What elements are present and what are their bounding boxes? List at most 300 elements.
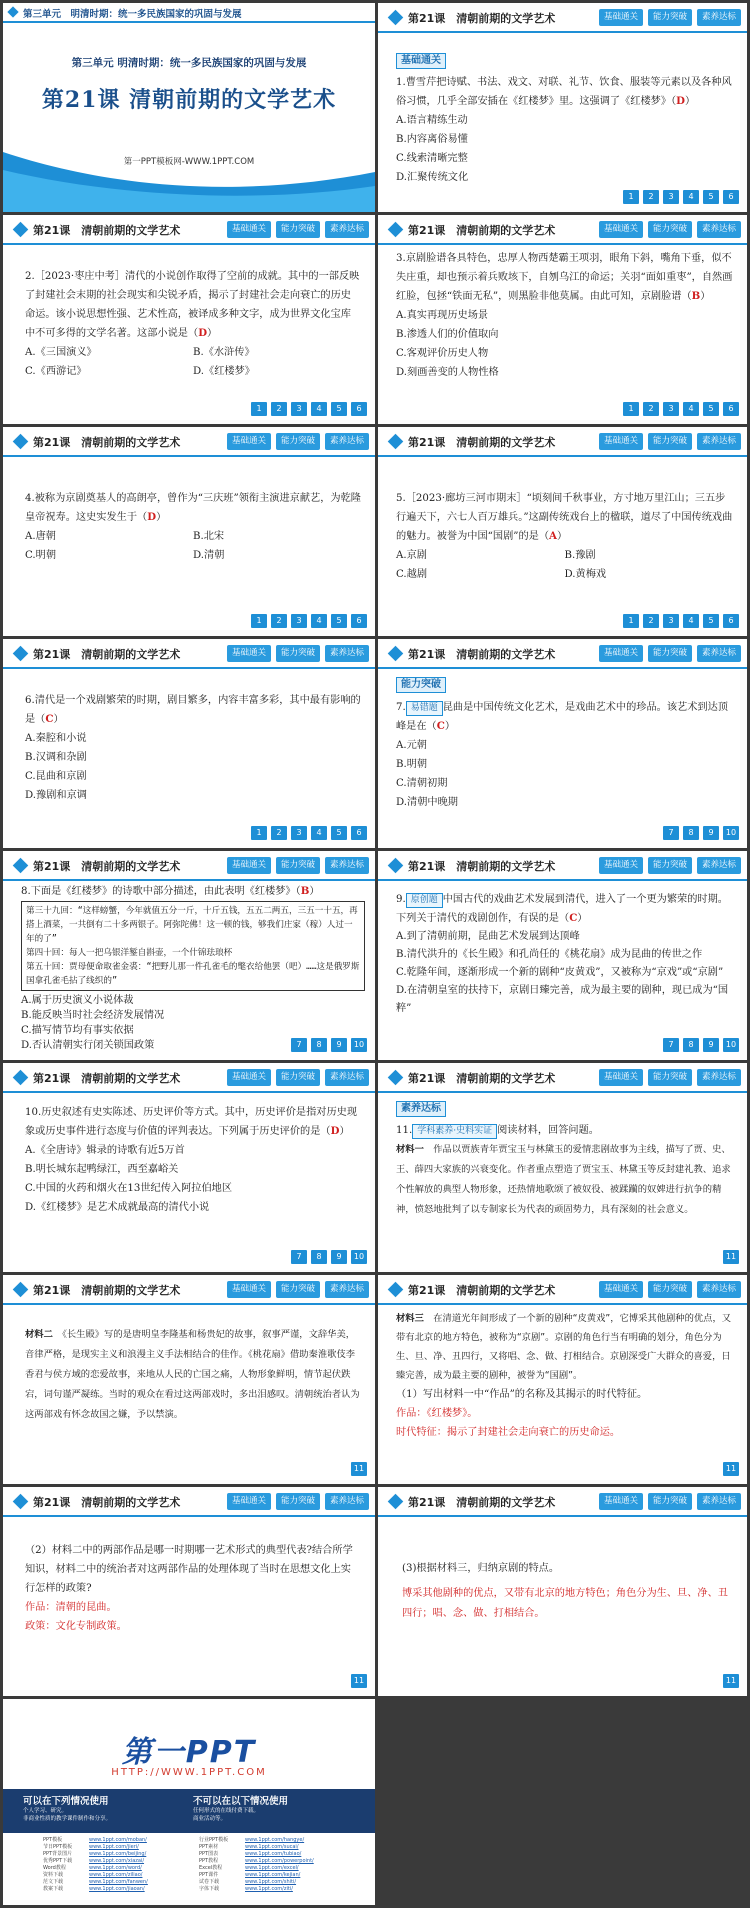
slide-q10[interactable] — [3, 1063, 375, 1272]
question-text: 6.清代是一个戏剧繁荣的时期，剧目繁多，内容丰富多彩，其中最有影响的是（C） — [25, 695, 361, 725]
option[interactable]: B.豫剧 — [564, 550, 596, 561]
pager — [351, 1674, 367, 1688]
option[interactable]: D.豫剧和京调 — [25, 790, 87, 801]
diamond-icon — [13, 222, 29, 238]
tab-ability[interactable]: 能力突破 — [648, 9, 692, 26]
tab-literacy[interactable]: 素养达标 — [325, 1069, 369, 1086]
credit-link[interactable] — [43, 1851, 187, 1858]
page-9[interactable]: 9 — [703, 826, 719, 840]
option[interactable]: A.京剧 — [396, 550, 427, 561]
credit-link-label: PPT模板 — [43, 1837, 63, 1843]
tab-basic[interactable]: 基础通关 — [227, 1281, 271, 1298]
question-text: 7. 易错题 昆曲是中国传统文化艺术，是戏曲艺术中的珍品。该艺术到达顶峰是在（C） — [396, 702, 728, 732]
credit-link-label: 教案下载 — [43, 1886, 64, 1892]
option[interactable]: A.真实再现历史场景 — [396, 310, 489, 321]
slide-sub-q2[interactable] — [3, 1487, 375, 1696]
page-3[interactable]: 3 — [291, 614, 307, 628]
credit-link-url[interactable]: www.1ppt.com/shiti/ — [245, 1879, 297, 1885]
tab-literacy[interactable]: 素养达标 — [697, 221, 741, 238]
option[interactable]: C.昆曲和京剧 — [25, 771, 87, 782]
tab-ability[interactable]: 能力突破 — [648, 1281, 692, 1298]
option[interactable]: D.否认清朝实行闭关锁国政策 — [21, 1040, 155, 1051]
page-10[interactable]: 10 — [351, 1250, 367, 1264]
tab-literacy[interactable]: 素养达标 — [697, 1069, 741, 1086]
credit-link-label: 字体下载 — [199, 1886, 220, 1892]
quote-line: 第三十九回：“这样螃蟹，今年就值五分一斤，十斤五钱，五五二两五，三五一十五，再搭上酒菜，一共倒有二十多两银子。阿弥陀佛！这一顿的钱，够我们庄家（稼）人过一年的了” — [26, 906, 358, 944]
option[interactable]: A.属于历史演义小说体裁 — [21, 995, 134, 1006]
tab-basic[interactable]: 基础通关 — [599, 1493, 643, 1510]
page-5[interactable]: 5 — [703, 402, 719, 416]
credit-link[interactable] — [43, 1837, 187, 1844]
tab-literacy[interactable]: 素养达标 — [325, 1281, 369, 1298]
credit-link[interactable] — [43, 1844, 187, 1851]
question-text: 2.［2023·枣庄中考］清代的小说创作取得了空前的成就。其中的一部反映了封建社会末期的社会现实和尖锐矛盾，揭示了封建社会走向衰亡的历史命运。该小说思想性强、艺术性高，被译成多种文字，成为世界文化宝库中不可多得的文学名著。这部小说是（D） — [25, 271, 360, 339]
credit-link[interactable] — [199, 1858, 343, 1865]
slide-cover[interactable] — [3, 3, 375, 212]
tab-basic[interactable]: 基础通关 — [227, 645, 271, 662]
option[interactable]: C.乾隆年间，逐渐形成一个新的剧种“皮黄戏”，又被称为“京戏”或“京剧” — [396, 967, 724, 978]
credit-link[interactable] — [199, 1851, 343, 1858]
page-6[interactable]: 6 — [351, 826, 367, 840]
logo-url[interactable]: HTTP://WWW.1PPT.COM — [111, 1767, 267, 1778]
slide-q5[interactable] — [378, 427, 747, 636]
material-text: 材料三 在清道光年间形成了一个新的剧种“皮黄戏”，它博采其他剧种的优点，又带有北京的地方特色，被称为“京剧”。京剧的角色行当有明确的划分，角色分为生、旦、净、丑四行，又将唱、念、做、打相结合。京剧深受广大群众的喜爱，日臻完善，成为最主要的剧种，被誉为“国剧”。 — [396, 1313, 732, 1381]
page-3[interactable]: 3 — [291, 826, 307, 840]
page-10[interactable]: 10 — [723, 826, 739, 840]
slide-q9[interactable] — [378, 851, 747, 1060]
slide-q8[interactable] — [3, 851, 375, 1060]
tab-literacy[interactable]: 素养达标 — [325, 221, 369, 238]
diamond-icon — [7, 6, 18, 17]
credit-link-label: PPT图表 — [199, 1851, 219, 1857]
slide-q11-material1[interactable] — [378, 1063, 747, 1272]
credit-link-url[interactable]: www.1ppt.com/ziliao/ — [89, 1872, 143, 1878]
slide-title: 第21课 清朝前期的文学艺术 — [408, 1072, 556, 1085]
pager — [663, 1038, 739, 1052]
page-9[interactable]: 9 — [331, 1038, 347, 1052]
answer-line: 政策：文化专制政策。 — [25, 1621, 127, 1632]
option[interactable]: A.《三国演义》 — [25, 347, 97, 358]
credit-link[interactable] — [43, 1872, 187, 1879]
page-5[interactable]: 5 — [331, 614, 347, 628]
page-1[interactable]: 1 — [251, 614, 267, 628]
sub-question: （1）写出材料一中“作品”的名称及其揭示的时代特征。 — [396, 1389, 648, 1400]
slide-header — [378, 215, 747, 245]
slide-header — [3, 851, 375, 881]
slide-q2[interactable] — [3, 215, 375, 424]
tab-ability[interactable]: 能力突破 — [648, 221, 692, 238]
tab-basic[interactable]: 基础通关 — [599, 857, 643, 874]
option[interactable]: C.清朝初期 — [396, 778, 448, 789]
diamond-icon — [388, 434, 404, 450]
credit-link-url[interactable]: www.1ppt.com/word/ — [89, 1865, 142, 1871]
page-10[interactable]: 10 — [723, 1038, 739, 1052]
page-11[interactable]: 11 — [723, 1674, 739, 1688]
slide-title: 第21课 清朝前期的文学艺术 — [33, 1496, 181, 1509]
tab-basic[interactable]: 基础通关 — [227, 221, 271, 238]
slide-header — [3, 1487, 375, 1517]
page-9[interactable]: 9 — [331, 1250, 347, 1264]
section-label: 基础通关 — [396, 53, 446, 69]
option[interactable]: D.刻画善变的人物性格 — [396, 367, 499, 378]
page-2[interactable]: 2 — [271, 826, 287, 840]
credit-link-url[interactable]: www.1ppt.com/powerpoint/ — [245, 1858, 314, 1864]
slide-material3[interactable] — [378, 1275, 747, 1484]
option[interactable]: B.明长城东起鸭绿江，西至嘉峪关 — [25, 1164, 179, 1175]
tab-ability[interactable]: 能力突破 — [276, 433, 320, 450]
option[interactable]: B.《水浒传》 — [193, 347, 255, 358]
credit-link-label: PPT素材 — [199, 1844, 219, 1850]
slide-material2[interactable] — [3, 1275, 375, 1484]
tab-literacy[interactable]: 素养达标 — [697, 645, 741, 662]
credit-link[interactable] — [199, 1886, 343, 1893]
slide-header — [378, 3, 747, 33]
diamond-icon — [388, 1282, 404, 1298]
diamond-icon — [13, 646, 29, 662]
answer: B — [691, 290, 701, 302]
slide-header — [378, 1275, 747, 1305]
credit-link[interactable] — [199, 1879, 343, 1886]
tab-literacy[interactable]: 素养达标 — [325, 645, 369, 662]
credit-link-label: 优秀PPT下载 — [43, 1858, 73, 1864]
page-7[interactable]: 7 — [291, 1250, 307, 1264]
tab-ability[interactable]: 能力突破 — [276, 1069, 320, 1086]
answer: C — [569, 912, 578, 924]
tab-basic[interactable]: 基础通关 — [599, 645, 643, 662]
pager — [251, 826, 367, 840]
slide-header — [378, 1487, 747, 1517]
diamond-icon — [13, 1282, 29, 1298]
credit-link[interactable] — [199, 1837, 343, 1844]
slide-q1[interactable] — [378, 3, 747, 212]
option[interactable]: C.中国的火药和烟火在13世纪传入阿拉伯地区 — [25, 1183, 233, 1194]
page-5[interactable]: 5 — [331, 826, 347, 840]
option[interactable]: C.越剧 — [396, 569, 428, 580]
slide-title: 第21课 清朝前期的文学艺术 — [33, 648, 181, 661]
option[interactable]: B.北宋 — [193, 531, 225, 542]
page-4[interactable]: 4 — [683, 402, 699, 416]
question-tag: 学科素养·史料实证 — [412, 1124, 497, 1139]
page-8[interactable]: 8 — [311, 1038, 327, 1052]
answer-line: 博采其他剧种的优点，又带有北京的地方特色；角色分为生、旦、净、丑四行；唱、念、做、打相结合。 — [402, 1588, 728, 1619]
answer-line: 作品：《红楼梦》。 — [396, 1408, 478, 1419]
slide-header — [3, 215, 375, 245]
page-2[interactable]: 2 — [643, 614, 659, 628]
slide-sub-q3[interactable] — [378, 1487, 747, 1696]
page-5[interactable]: 5 — [703, 614, 719, 628]
option[interactable]: C.《西游记》 — [25, 366, 87, 377]
allowed-heading: 可以在下列情况使用 — [23, 1796, 109, 1807]
page-4[interactable]: 4 — [311, 614, 327, 628]
credit-link-url[interactable]: www.1ppt.com/excel/ — [245, 1865, 299, 1871]
tab-basic[interactable]: 基础通关 — [227, 1069, 271, 1086]
page-2[interactable]: 2 — [271, 402, 287, 416]
credit-link-label: 试卷下载 — [199, 1879, 220, 1885]
option[interactable]: D.清朝 — [193, 550, 225, 561]
credit-link-url[interactable]: www.1ppt.com/kejian/ — [245, 1872, 301, 1878]
slide-credits[interactable] — [3, 1699, 375, 1905]
page-5[interactable]: 5 — [703, 190, 719, 204]
sub-question: （2）材料二中的两部作品是哪一时期哪一艺术形式的典型代表?结合所学知识，材料二中的统治者对这两部作品的处理体现了当时在思想文化上实行怎样的政策? — [25, 1545, 353, 1594]
option[interactable]: A.语言精练生动 — [396, 115, 468, 126]
page-3[interactable]: 3 — [663, 614, 679, 628]
allowed-line: 非商业性质的教学课件制作和分享。 — [23, 1816, 112, 1822]
question-text: 4.被称为京剧奠基人的高朗亭，曾作为“三庆班”领衔主演进京献艺，为乾隆皇帝祝寿。这史实发生于（D） — [25, 493, 361, 523]
credit-link-label: PPT教程 — [199, 1858, 219, 1864]
tab-basic[interactable]: 基础通关 — [599, 433, 643, 450]
page-4[interactable]: 4 — [311, 826, 327, 840]
credit-link-label: 资料下载 — [43, 1872, 64, 1878]
page-1[interactable]: 1 — [251, 402, 267, 416]
credit-link[interactable] — [199, 1872, 343, 1879]
page-2[interactable]: 2 — [271, 614, 287, 628]
tab-ability[interactable]: 能力突破 — [648, 645, 692, 662]
credit-link-url[interactable]: www.1ppt.com/tubiao/ — [245, 1851, 302, 1857]
tab-basic[interactable]: 基础通关 — [599, 1069, 643, 1086]
credit-link[interactable] — [43, 1865, 187, 1872]
page-1[interactable]: 1 — [623, 190, 639, 204]
question-text: 5.［2023·廊坊三河市期末］“顷刻间千秋事业，方寸地万里江山；三五步行遍天下，六七人百万雄兵。”这副传统戏台上的楹联，道尽了中国传统戏曲的魅力。被誉为中国“国剧”的是（A） — [396, 493, 733, 542]
diamond-icon — [388, 858, 404, 874]
cover-subtitle: 第三单元 明清时期：统一多民族国家的巩固与发展 — [71, 57, 307, 69]
page-1[interactable]: 1 — [623, 402, 639, 416]
tab-basic[interactable]: 基础通关 — [227, 857, 271, 874]
tab-ability[interactable]: 能力突破 — [276, 645, 320, 662]
tab-basic[interactable]: 基础通关 — [599, 1281, 643, 1298]
diamond-icon — [388, 1070, 404, 1086]
answer-line: 作品：清朝的昆曲。 — [25, 1602, 117, 1613]
quote-line: 第五十回：贾母便命取雀金裘：“把野儿那一件孔雀毛的氅衣给他罢（吧）……这是俄罗斯国拿孔雀毛拈了线织的” — [26, 962, 360, 986]
credit-link[interactable] — [199, 1844, 343, 1851]
page-11[interactable]: 11 — [723, 1250, 739, 1264]
question-text: 8.下面是《红楼梦》的诗歌中部分描述，由此表明《红楼梦》（B） — [21, 885, 320, 897]
tab-ability[interactable]: 能力突破 — [648, 1069, 692, 1086]
option[interactable]: C.线索清晰完整 — [396, 153, 468, 164]
tab-literacy[interactable]: 素养达标 — [697, 9, 741, 26]
page-3[interactable]: 3 — [663, 190, 679, 204]
question-tag: 易错题 — [406, 701, 443, 716]
page-6[interactable]: 6 — [723, 402, 739, 416]
pager — [623, 614, 739, 628]
option[interactable]: D.《红楼梦》是艺术成就最高的清代小说 — [25, 1202, 210, 1213]
tab-literacy[interactable]: 素养达标 — [697, 433, 741, 450]
page-6[interactable]: 6 — [351, 402, 367, 416]
credit-link-url[interactable]: www.1ppt.com/jiaoan/ — [89, 1886, 145, 1892]
tab-basic[interactable]: 基础通关 — [599, 221, 643, 238]
slide-q3[interactable] — [378, 215, 747, 424]
quote-line: 第四十回：每人一把乌银洋錾自斟壶，一个什锦珐琅杯 — [26, 948, 233, 958]
page-11[interactable]: 11 — [351, 1674, 367, 1688]
option[interactable]: A.秦腔和小说 — [25, 733, 87, 744]
page-9[interactable]: 9 — [703, 1038, 719, 1052]
diamond-icon — [388, 646, 404, 662]
slide-title: 第21课 清朝前期的文学艺术 — [408, 436, 556, 449]
option[interactable]: B.明朝 — [396, 759, 428, 770]
pager — [291, 1038, 367, 1052]
tab-ability[interactable]: 能力突破 — [276, 857, 320, 874]
credit-link-url[interactable]: www.1ppt.com/fanwen/ — [89, 1879, 148, 1885]
option[interactable]: C.客观评价历史人物 — [396, 348, 489, 359]
credit-link[interactable] — [43, 1879, 187, 1886]
page-4[interactable]: 4 — [683, 190, 699, 204]
tab-literacy[interactable]: 素养达标 — [325, 433, 369, 450]
page-3[interactable]: 3 — [663, 402, 679, 416]
credit-link[interactable] — [199, 1865, 343, 1872]
tab-literacy[interactable]: 素养达标 — [697, 1281, 741, 1298]
pager — [251, 402, 367, 416]
answer: C — [45, 713, 54, 725]
slide-title: 第21课 清朝前期的文学艺术 — [408, 1496, 556, 1509]
pager — [723, 1462, 739, 1476]
credit-link-url[interactable]: www.1ppt.com/hangye/ — [245, 1837, 305, 1843]
page-4[interactable]: 4 — [683, 614, 699, 628]
slide-title: 第21课 清朝前期的文学艺术 — [33, 224, 181, 237]
credit-link[interactable] — [43, 1858, 187, 1865]
tab-basic[interactable]: 基础通关 — [599, 9, 643, 26]
tab-ability[interactable]: 能力突破 — [276, 1281, 320, 1298]
tab-ability[interactable]: 能力突破 — [648, 1493, 692, 1510]
cover-source: 第一PPT模板网-WWW.1PPT.COM — [123, 157, 255, 167]
credit-link-url[interactable]: www.1ppt.com/moban/ — [89, 1837, 147, 1843]
sub-question: (3)根据材料三，归纳京剧的特点。 — [402, 1563, 560, 1574]
answer: B — [300, 885, 310, 897]
forbidden-line: 商业活动等。 — [193, 1816, 227, 1822]
logo-text: 第一PPT — [121, 1735, 257, 1770]
option[interactable]: B.内容离俗易懂 — [396, 134, 468, 145]
slide-header — [3, 1275, 375, 1305]
forbidden-heading: 不可以在以下情况使用 — [193, 1796, 289, 1807]
tab-ability[interactable]: 能力突破 — [648, 857, 692, 874]
credit-link-url[interactable]: www.1ppt.com/beijing/ — [89, 1851, 147, 1857]
tab-literacy[interactable]: 素养达标 — [325, 1493, 369, 1510]
slide-q4[interactable] — [3, 427, 375, 636]
material-text: 材料二 《长生殿》写的是唐明皇李隆基和杨贵妃的故事，叙事严谨，文辞华美，音律严格，是现实主义和浪漫主义手法相结合的佳作。《桃花扇》借助秦淮歌伎李香君与侯方域的恋爱故事，来地从人民的亡国之痛，人物形象鲜明，情节起伏跌宕，词句谨严凝练。当时的观众在看过这两部戏时，多出泪感叹。清朝统治者认为这两部戏有怀念故国之嫌，予以禁演。 — [25, 1329, 360, 1420]
slide-title: 第21课 清朝前期的文学艺术 — [33, 436, 181, 449]
page-8[interactable]: 8 — [311, 1250, 327, 1264]
page-7[interactable]: 7 — [663, 826, 679, 840]
forbidden-line: 任何形式的在线付费下载。 — [193, 1808, 260, 1814]
slide-header — [3, 1063, 375, 1093]
slide-header — [378, 639, 747, 669]
option[interactable]: B.清代洪升的《长生殿》和孔尚任的《桃花扇》成为昆曲的传世之作 — [396, 949, 703, 960]
tab-literacy[interactable]: 素养达标 — [697, 857, 741, 874]
tab-literacy[interactable]: 素养达标 — [325, 857, 369, 874]
slide-title: 第21课 清朝前期的文学艺术 — [408, 12, 556, 25]
page-2[interactable]: 2 — [643, 190, 659, 204]
credit-link-label: Excel教程 — [199, 1865, 223, 1871]
question-text: 9. 原创题 中国古代的戏曲艺术发展到清代，进入了一个更为繁荣的时期。下列关于清代的戏剧创作，有误的是（C） — [396, 894, 728, 924]
tab-basic[interactable]: 基础通关 — [227, 1493, 271, 1510]
credit-link-label: Word教程 — [43, 1865, 66, 1871]
option[interactable]: C.描写情节均有事实依据 — [21, 1025, 134, 1036]
page-8[interactable]: 8 — [683, 826, 699, 840]
page-8[interactable]: 8 — [683, 1038, 699, 1052]
section-label: 能力突破 — [396, 677, 446, 693]
page-1[interactable]: 1 — [251, 826, 267, 840]
option[interactable]: A.唐朝 — [25, 531, 56, 542]
diamond-icon — [388, 222, 404, 238]
page-3[interactable]: 3 — [291, 402, 307, 416]
option[interactable]: D.《红楼梦》 — [193, 366, 255, 377]
option[interactable]: A.到了清朝前期，昆曲艺术发展到达顶峰 — [396, 931, 580, 942]
page-2[interactable]: 2 — [643, 402, 659, 416]
option[interactable]: D.汇聚传统文化 — [396, 172, 469, 183]
logo — [3, 1727, 375, 1771]
material-text: 材料一 作品以贾族青年贾宝玉与林黛玉的爱情悲剧故事为主线，描写了贾、史、王、薛四大家族的兴衰变化。作者重点塑造了贾宝玉、林黛玉等反封建礼教、追求个性解放的典型人物形象，还热情地歌颂了被奴役、被蹂躏的奴婢进行抗争的精神，愤怒地批判了以专制家长为代表的顽固势力，具有深刻的社会意义。 — [396, 1144, 731, 1215]
option[interactable]: C.明朝 — [25, 550, 57, 561]
page-6[interactable]: 6 — [723, 190, 739, 204]
slide-header — [3, 639, 375, 669]
tab-literacy[interactable]: 素养达标 — [697, 1493, 741, 1510]
credit-link-label: PPT背景图片 — [43, 1851, 73, 1857]
credit-link-url[interactable]: www.1ppt.com/xiazai/ — [89, 1858, 145, 1864]
option[interactable]: D.在清朝皇室的扶持下，京剧日臻完善，成为最主要的剧种，现已成为“国粹” — [396, 985, 729, 1014]
question-text: 3.京剧脸谱各具特色，忠厚人物西楚霸王项羽，眼角下斜，嘴角下垂，似不失庄重，却也预示着兵败垓下，自刎乌江的命运；关羽“面如重枣”，自然画红脸，包拯“铁面无私”，则黑脸非他莫属。由此可知，京剧脸谱（B） — [396, 253, 733, 302]
link-list — [43, 1837, 343, 1893]
usage-banner — [3, 1789, 375, 1833]
cover-title: 第21课 清朝前期的文学艺术 — [41, 87, 337, 113]
answer: A — [549, 530, 557, 542]
diamond-icon — [388, 10, 404, 26]
option[interactable]: B.渗透人们的价值取向 — [396, 329, 499, 340]
credit-link-url[interactable]: www.1ppt.com/sucai/ — [245, 1844, 299, 1850]
option[interactable]: D.清朝中晚期 — [396, 797, 458, 808]
page-1[interactable]: 1 — [623, 614, 639, 628]
cover-wave — [3, 152, 375, 212]
question-text: 1.曹雪芹把诗赋、书法、戏文、对联、礼节、饮食、服装等元素以及各种风俗习惯，几乎全部安插在《红楼梦》里。这强调了《红楼梦》（D） — [396, 77, 732, 107]
slide-q7[interactable] — [378, 639, 747, 848]
slide-q6[interactable] — [3, 639, 375, 848]
credit-link-url[interactable]: www.1ppt.com/jieri/ — [89, 1844, 139, 1850]
tab-ability[interactable]: 能力突破 — [276, 1493, 320, 1510]
slide-header — [378, 427, 747, 457]
page-6[interactable]: 6 — [351, 614, 367, 628]
page-7[interactable]: 7 — [663, 1038, 679, 1052]
answer-line: 时代特征：揭示了封建社会走向衰亡的历史命运。 — [396, 1427, 621, 1438]
tab-ability[interactable]: 能力突破 — [276, 221, 320, 238]
slide-header — [3, 427, 375, 457]
option[interactable]: D.黄梅戏 — [564, 569, 607, 580]
slide-title: 第21课 清朝前期的文学艺术 — [33, 1284, 181, 1297]
page-6[interactable]: 6 — [723, 614, 739, 628]
page-5[interactable]: 5 — [331, 402, 347, 416]
tab-ability[interactable]: 能力突破 — [648, 433, 692, 450]
page-7[interactable]: 7 — [291, 1038, 307, 1052]
option[interactable]: B.能反映当时社会经济发展情况 — [21, 1010, 165, 1021]
credit-link-url[interactable]: www.1ppt.com/ziti/ — [245, 1886, 293, 1892]
option[interactable]: A.《全唐诗》辑录的诗歌有近5万首 — [25, 1145, 185, 1156]
allowed-line: 个人学习、研究。 — [23, 1808, 68, 1814]
slide-title: 第21课 清朝前期的文学艺术 — [33, 860, 181, 873]
answer: C — [436, 720, 445, 732]
answer: D — [198, 327, 208, 339]
option[interactable]: B.汉调和杂剧 — [25, 752, 87, 763]
page-10[interactable]: 10 — [351, 1038, 367, 1052]
page-11[interactable]: 11 — [351, 1462, 367, 1476]
credit-link-label: 行业PPT模板 — [199, 1837, 229, 1843]
slide-header — [378, 851, 747, 881]
page-4[interactable]: 4 — [311, 402, 327, 416]
quote-box — [21, 901, 365, 991]
option[interactable]: A.元朝 — [396, 740, 427, 751]
slide-header — [378, 1063, 747, 1093]
slide-title: 第21课 清朝前期的文学艺术 — [408, 648, 556, 661]
credit-link[interactable] — [43, 1886, 187, 1893]
tab-basic[interactable]: 基础通关 — [227, 433, 271, 450]
diamond-icon — [13, 858, 29, 874]
page-11[interactable]: 11 — [723, 1462, 739, 1476]
slide-title: 第21课 清朝前期的文学艺术 — [33, 1072, 181, 1085]
